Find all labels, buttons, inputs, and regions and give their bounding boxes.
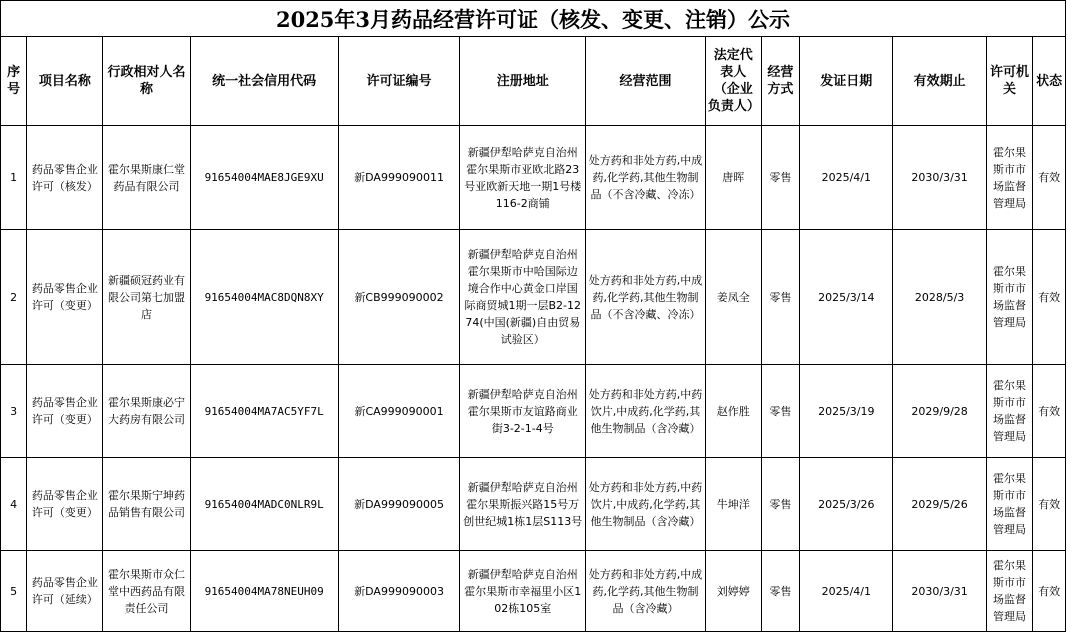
issue-date-cell: 2025/3/14: [800, 230, 893, 365]
project-cell: 药品零售企业许可（核发）: [27, 126, 103, 230]
authority-cell: 霍尔果斯市市场监督管理局: [986, 551, 1033, 632]
scope-cell: 处方药和非处方药,中药饮片,中成药,化学药,其他生物制品（含冷藏）: [586, 365, 706, 458]
header-cell: 发证日期: [800, 37, 893, 126]
legal-rep-cell: 牛坤洋: [705, 458, 761, 551]
header-cell: 统一社会信用代码: [190, 37, 338, 126]
status-cell: 有效: [1033, 551, 1066, 632]
header-cell: 状态: [1033, 37, 1066, 126]
authority-cell: 霍尔果斯市市场监督管理局: [986, 458, 1033, 551]
credit-code-cell: 91654004MADC0NLR9L: [190, 458, 338, 551]
credit-code-cell: 91654004MA7AC5YF7L: [190, 365, 338, 458]
seq-cell: 3: [1, 365, 27, 458]
status-cell: 有效: [1033, 458, 1066, 551]
scope-cell: 处方药和非处方药,中成药,化学药,其他生物制品（不含冷藏、冷冻）: [586, 230, 706, 365]
mode-cell: 零售: [761, 230, 800, 365]
header-cell: 项目名称: [27, 37, 103, 126]
address-cell: 新疆伊犁哈萨克自治州霍尔果斯市中哈国际边境合作中心黄金口岸国际商贸城1期一层B2-1274(中国(新疆)自由贸易试验区）: [460, 230, 586, 365]
entity-cell: 霍尔果斯市众仁堂中西药品有限责任公司: [103, 551, 190, 632]
project-cell: 药品零售企业许可（延续）: [27, 551, 103, 632]
authority-cell: 霍尔果斯市市场监督管理局: [986, 365, 1033, 458]
table-row: [1, 551, 1066, 632]
license-no-cell: 新DA999090005: [338, 458, 460, 551]
header-cell: 许可机关: [986, 37, 1033, 126]
address-cell: 新疆伊犁哈萨克自治州霍尔果斯市幸福里小区102栋105室: [460, 551, 586, 632]
seq-cell: 5: [1, 551, 27, 632]
header-cell: 有效期止: [893, 37, 986, 126]
license-no-cell: 新DA999090011: [338, 126, 460, 230]
entity-cell: 霍尔果斯康仁堂药品有限公司: [103, 126, 190, 230]
credit-code-cell: 91654004MAC8DQN8XY: [190, 230, 338, 365]
address-cell: 新疆伊犁哈萨克自治州霍尔果斯市友谊路商业街3-2-1-4号: [460, 365, 586, 458]
mode-cell: 零售: [761, 126, 800, 230]
table-row: [1, 230, 1066, 365]
project-cell: 药品零售企业许可（变更）: [27, 458, 103, 551]
seq-cell: 4: [1, 458, 27, 551]
table-header-row: [1, 37, 1066, 126]
page-title: 2025年3月药品经营许可证（核发、变更、注销）公示: [1, 1, 1066, 37]
mode-cell: 零售: [761, 365, 800, 458]
legal-rep-cell: 唐晖: [705, 126, 761, 230]
issue-date-cell: 2025/4/1: [800, 551, 893, 632]
status-cell: 有效: [1033, 230, 1066, 365]
header-cell: 序号: [1, 37, 27, 126]
scope-cell: 处方药和非处方药,中成药,化学药,其他生物制品（含冷藏）: [586, 551, 706, 632]
seq-cell: 2: [1, 230, 27, 365]
expiry-date-cell: 2029/5/26: [893, 458, 986, 551]
authority-cell: 霍尔果斯市市场监督管理局: [986, 230, 1033, 365]
expiry-date-cell: 2030/3/31: [893, 551, 986, 632]
entity-cell: 霍尔果斯康必宁大药房有限公司: [103, 365, 190, 458]
issue-date-cell: 2025/4/1: [800, 126, 893, 230]
status-cell: 有效: [1033, 365, 1066, 458]
table-row: [1, 365, 1066, 458]
project-cell: 药品零售企业许可（变更）: [27, 365, 103, 458]
mode-cell: 零售: [761, 458, 800, 551]
issue-date-cell: 2025/3/19: [800, 365, 893, 458]
scope-cell: 处方药和非处方药,中成药,化学药,其他生物制品（不含冷藏、冷冻）: [586, 126, 706, 230]
project-cell: 药品零售企业许可（变更）: [27, 230, 103, 365]
scope-cell: 处方药和非处方药,中药饮片,中成药,化学药,其他生物制品（含冷藏）: [586, 458, 706, 551]
table-row: [1, 458, 1066, 551]
mode-cell: 零售: [761, 551, 800, 632]
legal-rep-cell: 赵作胜: [705, 365, 761, 458]
entity-cell: 新疆硕冠药业有限公司第七加盟店: [103, 230, 190, 365]
credit-code-cell: 91654004MA78NEUH09: [190, 551, 338, 632]
legal-rep-cell: 刘婷婷: [705, 551, 761, 632]
legal-rep-cell: 姜凤全: [705, 230, 761, 365]
header-cell: 行政相对人名称: [103, 37, 190, 126]
address-cell: 新疆伊犁哈萨克自治州霍尔果斯振兴路15号万创世纪城1栋1层S113号: [460, 458, 586, 551]
header-cell: 经营方式: [761, 37, 800, 126]
header-cell: 注册地址: [460, 37, 586, 126]
license-no-cell: 新DA999090003: [338, 551, 460, 632]
issue-date-cell: 2025/3/26: [800, 458, 893, 551]
status-cell: 有效: [1033, 126, 1066, 230]
address-cell: 新疆伊犁哈萨克自治州霍尔果斯市亚欧北路23号亚欧新天地一期1号楼116-2商铺: [460, 126, 586, 230]
authority-cell: 霍尔果斯市市场监督管理局: [986, 126, 1033, 230]
license-no-cell: 新CA999090001: [338, 365, 460, 458]
table-row: [1, 126, 1066, 230]
entity-cell: 霍尔果斯宁坤药品销售有限公司: [103, 458, 190, 551]
expiry-date-cell: 2029/9/28: [893, 365, 986, 458]
expiry-date-cell: 2028/5/3: [893, 230, 986, 365]
header-cell: 许可证编号: [338, 37, 460, 126]
credit-code-cell: 91654004MAE8JGE9XU: [190, 126, 338, 230]
header-cell: 法定代表人（企业负责人）: [705, 37, 761, 126]
expiry-date-cell: 2030/3/31: [893, 126, 986, 230]
header-cell: 经营范围: [586, 37, 706, 126]
license-no-cell: 新CB999090002: [338, 230, 460, 365]
seq-cell: 1: [1, 126, 27, 230]
